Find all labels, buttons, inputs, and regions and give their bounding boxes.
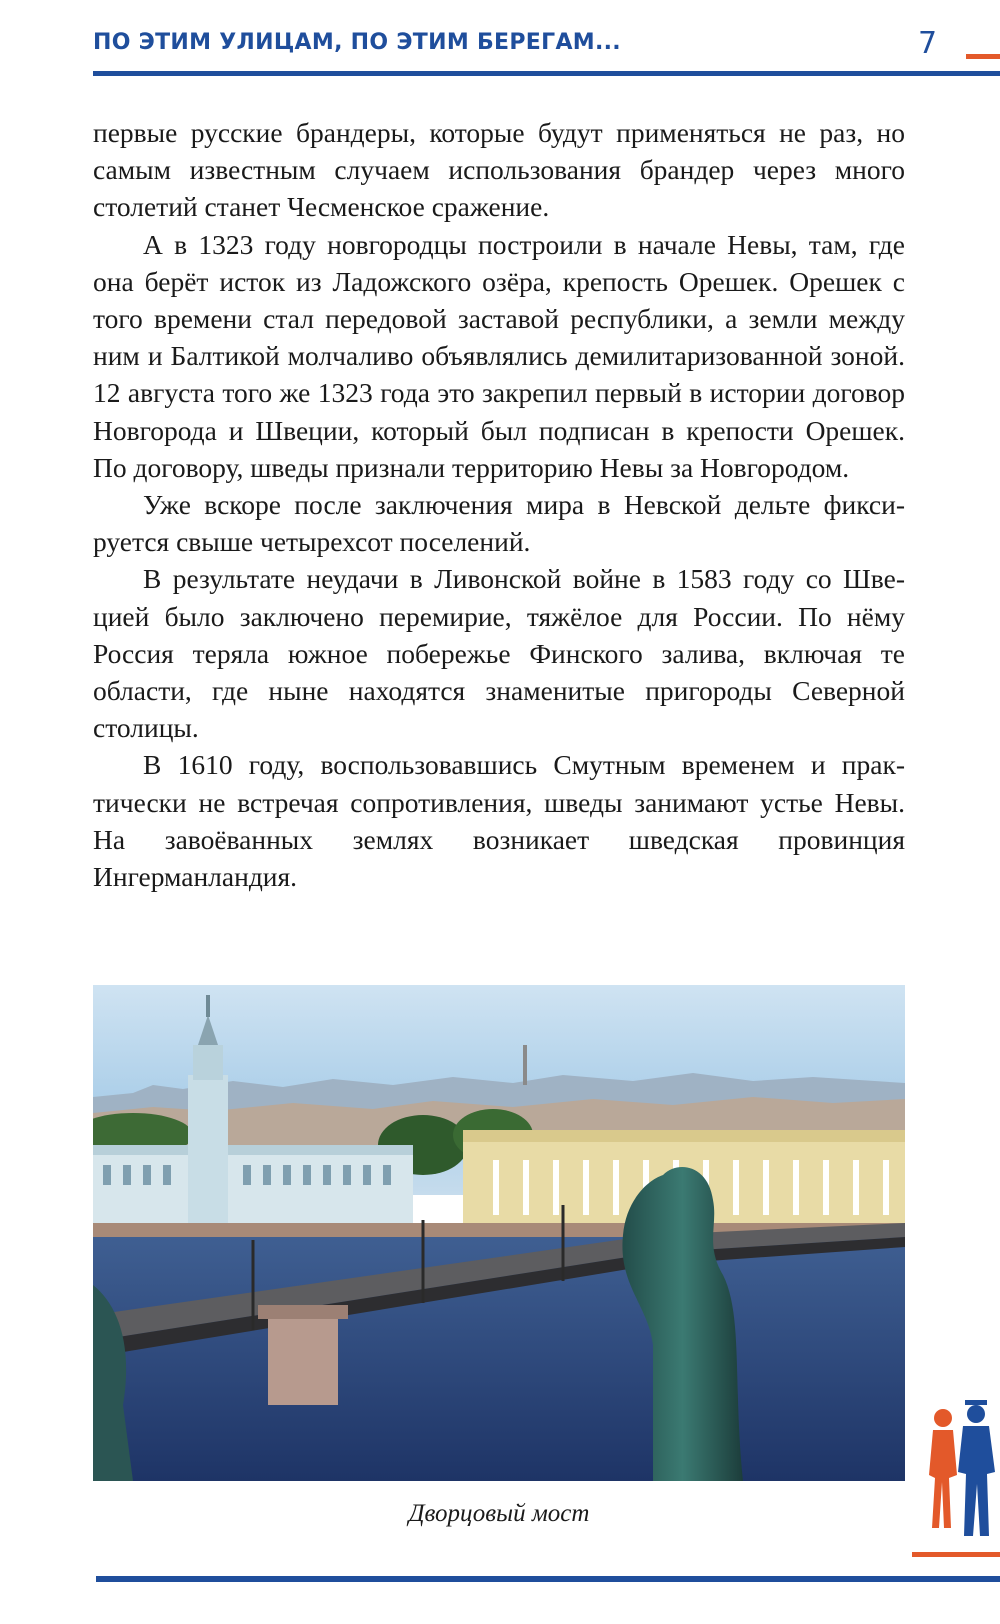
page-number: 7 <box>918 26 938 61</box>
body-text <box>93 114 905 895</box>
paragraph: Уже вскоре после заключения мира в Невской дельте фиксируется свыше четырехсот поселений. <box>93 489 905 558</box>
walking-couple-icon <box>925 1400 1000 1540</box>
paragraph: В результате неудачи в Ливонской войне в 1583 году со Швецией было заключено перемирие, тяжёлое для России. По нёму Россия теряла южное побережье Финского залива, включая те области, где ныне находятся знаменитые пригороды Северной столицы. <box>93 563 905 744</box>
paragraph: А в 1323 году новгородцы построили в начале Невы, там, где она берёт исток из Ладожского озёра, крепость Орешек. Орешек с того времени стал передовой заставой республики, а земли между ним и Балтикой молчаливо объявлялись демилитаризованной зоной. 12 августа того же 1323 года это закрепил первый в истории договор Новгорода и Швеции, который был подписан в крепости Орешек. По договору, шведы признали территорию Невы за Новгородом. <box>93 228 905 483</box>
footer-orange-accent <box>912 1552 1000 1557</box>
photo-caption: Дворцовый мост <box>408 1500 590 1527</box>
paragraph: В 1610 году, воспользовавшись Смутным временем и практически не встречая сопротивления, шведы занимают устье Невы. На завоёванных землях возникает шведская провинция Ингерманландия. <box>93 749 905 893</box>
running-title: ПО ЭТИМ УЛИЦАМ, ПО ЭТИМ БЕРЕГАМ... <box>93 30 621 55</box>
palace-bridge-photo <box>93 985 905 1481</box>
header-orange-accent <box>966 54 1000 59</box>
paragraph: первые русские брандеры, которые будут применяться не раз, но самым известным случаем использования брандер через много столетий станет Чесменское сражение. <box>93 117 905 223</box>
header-rule <box>93 71 1000 76</box>
footer-rule <box>96 1576 1000 1582</box>
